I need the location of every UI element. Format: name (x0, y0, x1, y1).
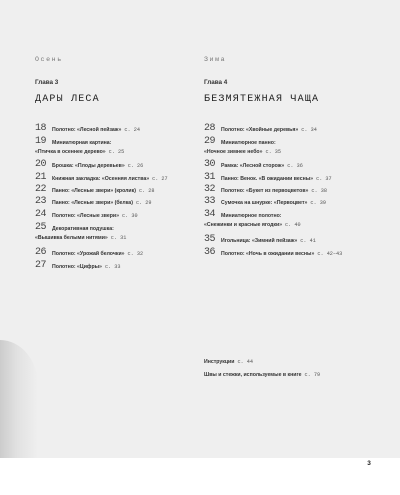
entry-title: Рамка: «Лесной сторож» (221, 163, 285, 169)
entry-title: Полотно: «Лесной пейзаж» (52, 127, 122, 133)
entry-title: Полотно: «Урожай белочки» (52, 251, 125, 257)
extra-title: Швы и стежки, используемые в книге (204, 372, 302, 378)
entry-page: с. 31 (110, 235, 127, 241)
entry-title: Полотно: «Ночь в ожидании весны» (221, 251, 315, 257)
entry-number: 32 (204, 184, 216, 195)
entry-title: Панно: «Лесные звери» (кролик) (52, 188, 136, 194)
entry-number: 23 (35, 196, 47, 207)
entry-number: 27 (35, 260, 47, 271)
entry-page: с. 30 (122, 213, 138, 219)
entry-title-line2: «Вышивка белыми нитями» (35, 235, 108, 241)
entry-number: 28 (204, 123, 216, 134)
entry-page: с. 28 (138, 188, 155, 194)
entry-title: Миниатюрная картина: (52, 140, 112, 146)
entry-page: с. 36 (287, 163, 303, 169)
page-number: 3 (367, 460, 371, 467)
entry-page: с. 24 (124, 127, 140, 133)
entry-page: с. 26 (127, 163, 144, 169)
entry-number: 36 (204, 247, 216, 258)
entry-title: Полотно: «Хвойные деревья» (221, 127, 299, 133)
entry-page: с. 32 (127, 251, 144, 257)
entry-number: 29 (204, 136, 216, 147)
entry-number: 20 (35, 159, 47, 170)
entry-title: Панно: «Лесные звери» (белка) (52, 200, 133, 206)
entry-title-line2: «Ночное зимнее небо» (204, 149, 263, 155)
entry-page: с. 42–43 (317, 251, 343, 257)
entry-page: с. 39 (310, 200, 326, 206)
chapter-title: ДАРЫ ЛЕСА (35, 94, 100, 105)
entry-title: Декоративная подушка: (52, 226, 114, 232)
entry-number: 25 (35, 222, 47, 233)
entry-title-line2: «Птичка в осеннее дерево» (35, 149, 106, 155)
entry-page: с. 40 (285, 222, 301, 228)
entry-number: 18 (35, 123, 47, 134)
entry-number: 26 (35, 247, 47, 258)
entry-page: с. 41 (300, 238, 316, 244)
chapter-title: БЕЗМЯТЕЖНАЯ ЧАЩА (204, 94, 320, 105)
extra-page: с. 79 (304, 372, 321, 378)
entry-title: Миниатюрное полотно: (221, 213, 282, 219)
entry-title-line2: «Снежинки и красные ягодки» (204, 222, 283, 228)
entry-title: Книжная закладка: «Осенняя листва» (52, 176, 150, 182)
entry-page: с. 29 (135, 200, 152, 206)
toc-extra-entry (204, 363, 320, 381)
extra-page: с. 44 (237, 359, 254, 365)
chapter-label: Глава 3 (35, 79, 59, 86)
entry-page: с. 38 (311, 188, 327, 194)
entry-page: с. 35 (265, 149, 282, 155)
entry-page: с. 34 (301, 127, 317, 133)
entry-title: Полотно: «Букет из первоцветов» (221, 188, 309, 194)
entry-number: 31 (204, 172, 216, 183)
entry-number: 19 (35, 136, 47, 147)
entry-title: Игольница: «Зимний пейзаж» (221, 238, 298, 244)
hand-shadow (0, 340, 38, 458)
entry-page: с. 37 (316, 176, 332, 182)
entry-number: 34 (204, 209, 216, 220)
entry-number: 22 (35, 184, 47, 195)
entry-number: 33 (204, 196, 216, 207)
entry-page: с. 33 (104, 264, 121, 270)
entry-number: 24 (35, 209, 47, 220)
season-label: Зима (204, 56, 227, 63)
entry-title: Миниатюрное панно: (221, 140, 276, 146)
extra-title: Инструкции (204, 359, 235, 365)
entry-title: Панно: Венок. «В ожидании весны» (221, 176, 314, 182)
entry-number: 30 (204, 159, 216, 170)
entry-number: 35 (204, 234, 216, 245)
entry-page: с. 27 (152, 176, 168, 182)
entry-number: 21 (35, 172, 47, 183)
entry-title: Сумочка на шнурке: «Первоцвет» (221, 200, 308, 206)
chapter-label: Глава 4 (204, 79, 228, 86)
entry-page: с. 25 (108, 149, 125, 155)
entry-title: Брошка: «Плоды деревьев» (52, 163, 125, 169)
entry-title: Полотно: «Цифры» (52, 264, 102, 270)
entry-title: Полотно: «Лесные звери» (52, 213, 119, 219)
season-label: Осень (35, 56, 63, 63)
